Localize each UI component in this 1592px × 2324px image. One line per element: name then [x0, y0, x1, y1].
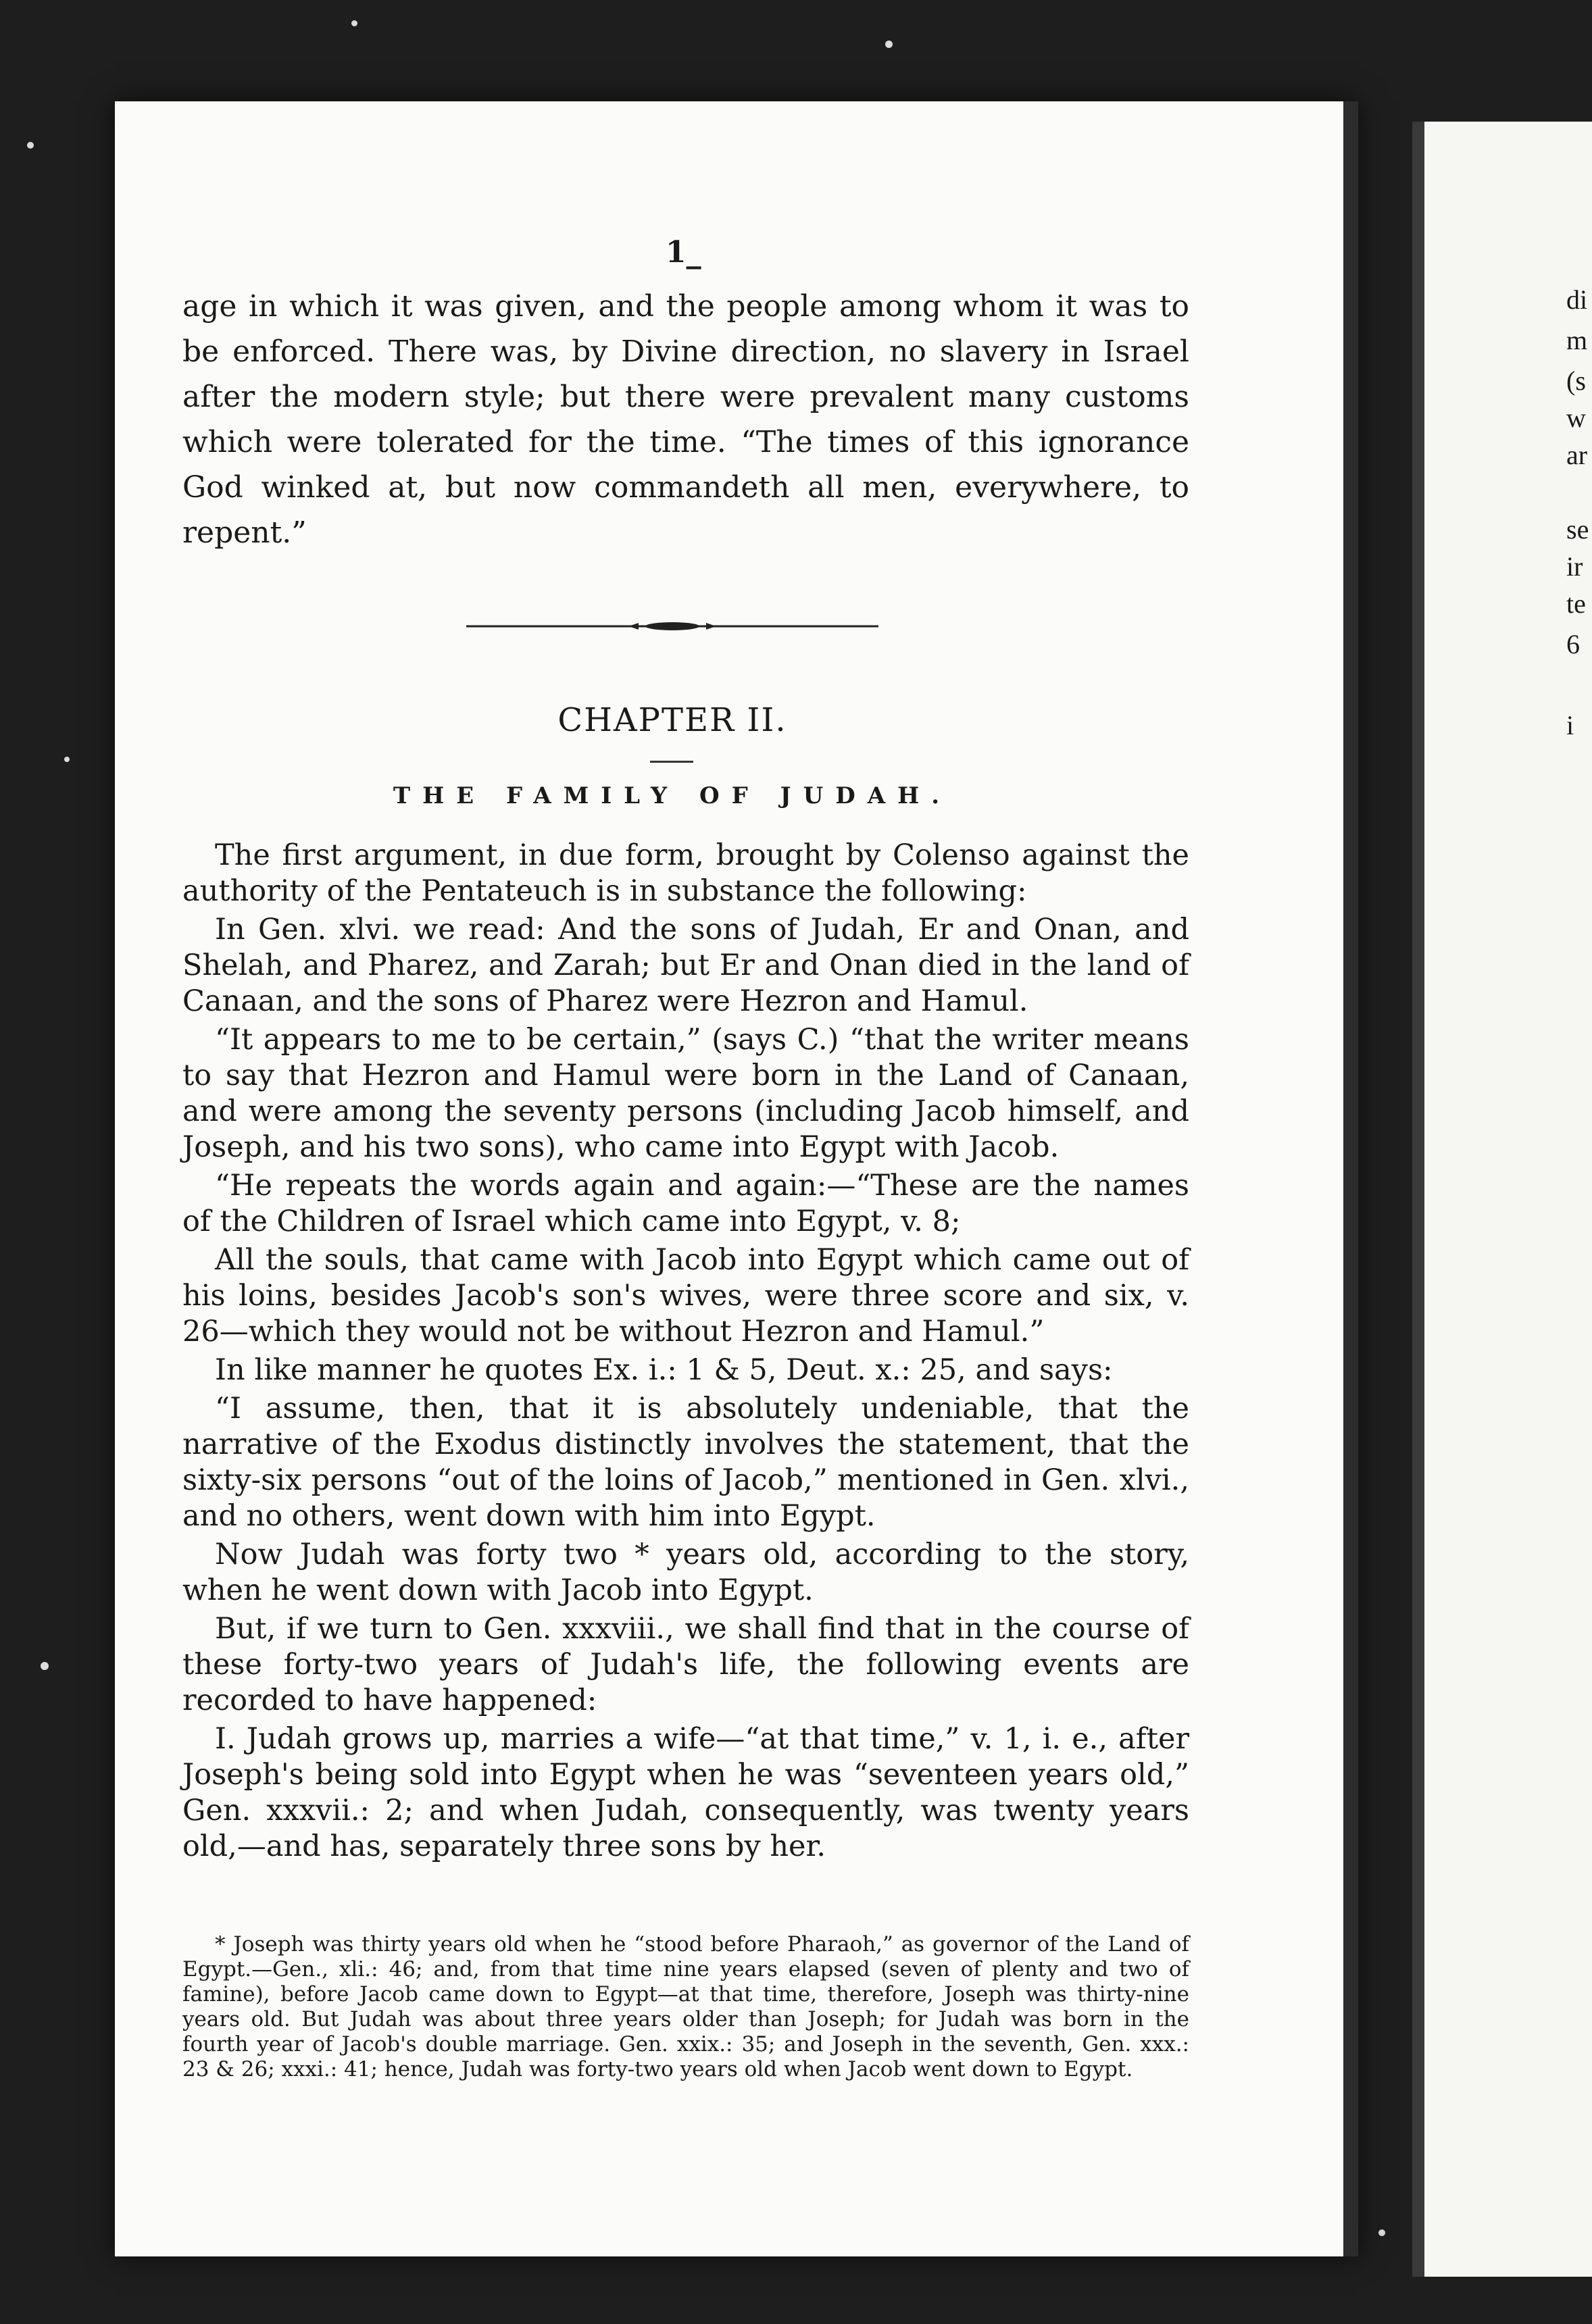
adjacent-page-fragment: di [1566, 284, 1588, 315]
adjacent-page [1412, 122, 1592, 2277]
adjacent-page-fragment: ar [1566, 440, 1588, 470]
footnote-text: * Joseph was thirty years old when he “stood before Pharaoh,” as governor of the Land of Egypt.—Gen., xli.: 46; and, from that time nine years elapsed (seven of plenty and two of famine), before Jacob came down to Egypt—at that time, therefore, Joseph was thirty-nine years old. But Judah was about three years older than Joseph; for Judah was born in the fourth year of Jacob's double marriage. Gen. xxix.: 35; and Joseph in the seventh, Gen. xxx.: 23 & 26; xxxi.: 41; hence, Judah was forty-two years old when Jacob went down to Egypt. [182, 1932, 1189, 2081]
body-paragraph: I. Judah grows up, marries a wife—“at that time,” v. 1, i. e., after Joseph's being sold into Egypt when he was “seventeen years old,” Gen. xxxvii.: 2; and when Judah, consequently, was twenty years old,—and has, separately three sons by her. [182, 1722, 1189, 1863]
footnote [182, 1932, 1189, 2082]
body-paragraph: The first argument, in due form, brought by Colenso against the authority of the Pentateuch is in substance the following: [182, 838, 1189, 908]
adjacent-page-edge [1412, 122, 1424, 2277]
body-paragraph: “It appears to me to be certain,” (says C.) “that the writer means to say that Hezron and Hamul were born in the Land of Canaan, and were among the seventy persons (including Jacob himself, and Joseph, and his two sons), who came into Egypt with Jacob. [182, 1023, 1189, 1164]
adjacent-page-fragment: i [1566, 710, 1574, 740]
page-number: 1_ [666, 235, 701, 270]
background-speck [27, 142, 34, 149]
chapter-body [182, 838, 1189, 1867]
body-paragraph: “He repeats the words again and again:—“These are the names of the Children of Israel which came into Egypt, v. 8; [182, 1169, 1189, 1238]
body-paragraph: But, if we turn to Gen. xxxviii., we shall find that in the course of these forty-two years of Judah's life, the following events are recorded to have happened: [182, 1612, 1189, 1717]
adjacent-page-fragment: (s [1566, 365, 1586, 396]
adjacent-page-fragment: ir [1566, 551, 1583, 582]
ornamental-separator [466, 622, 878, 631]
adjacent-page-fragment: w [1566, 403, 1586, 433]
adjacent-page-fragment: m [1566, 325, 1588, 355]
background-speck [885, 41, 893, 48]
background-speck [41, 1662, 49, 1670]
adjacent-page-fragment: te [1566, 588, 1586, 619]
background-speck [351, 20, 357, 26]
opening-paragraph: age in which it was given, and the people among whom it was to be enforced. There was, by Divine direction, no slavery in Israel after the modern style; but there were prevalent many customs which were tolerated for the time. “The times of this ignorance God winked at, but now commandeth all men, everywhere, to repent.” [182, 289, 1189, 550]
background-speck [64, 757, 70, 762]
body-paragraph: In like manner he quotes Ex. i.: 1 & 5, Deut. x.: 25, and says: [215, 1353, 1113, 1387]
chapter-heading: CHAPTER II. [557, 701, 787, 739]
chapter-rule [650, 761, 693, 763]
adjacent-page-fragment: se [1566, 514, 1589, 545]
body-paragraph: Now Judah was forty two * years old, according to the story, when he went down with Jacob into Egypt. [182, 1538, 1189, 1607]
chapter-subtitle: THE FAMILY OF JUDAH. [393, 782, 952, 809]
body-paragraph: All the souls, that came with Jacob into Egypt which came out of his loins, besides Jacob's son's wives, were three score and six, v. 26—which they would not be without Hezron and Hamul.” [182, 1243, 1189, 1348]
background-speck [1378, 2229, 1385, 2236]
page-spine-edge [1343, 101, 1358, 2256]
adjacent-page-fragment: 6 [1566, 629, 1580, 659]
body-paragraph: In Gen. xlvi. we read: And the sons of Judah, Er and Onan, and Shelah, and Pharez, and Zarah; but Er and Onan died in the land of Canaan, and the sons of Pharez were Hezron and Hamul. [182, 913, 1189, 1018]
body-paragraph: “I assume, then, that it is absolutely undeniable, that the narrative of the Exodus distinctly involves the statement, that the sixty-six persons “out of the loins of Jacob,” mentioned in Gen. xlvi., and no others, went down with him into Egypt. [182, 1392, 1189, 1533]
